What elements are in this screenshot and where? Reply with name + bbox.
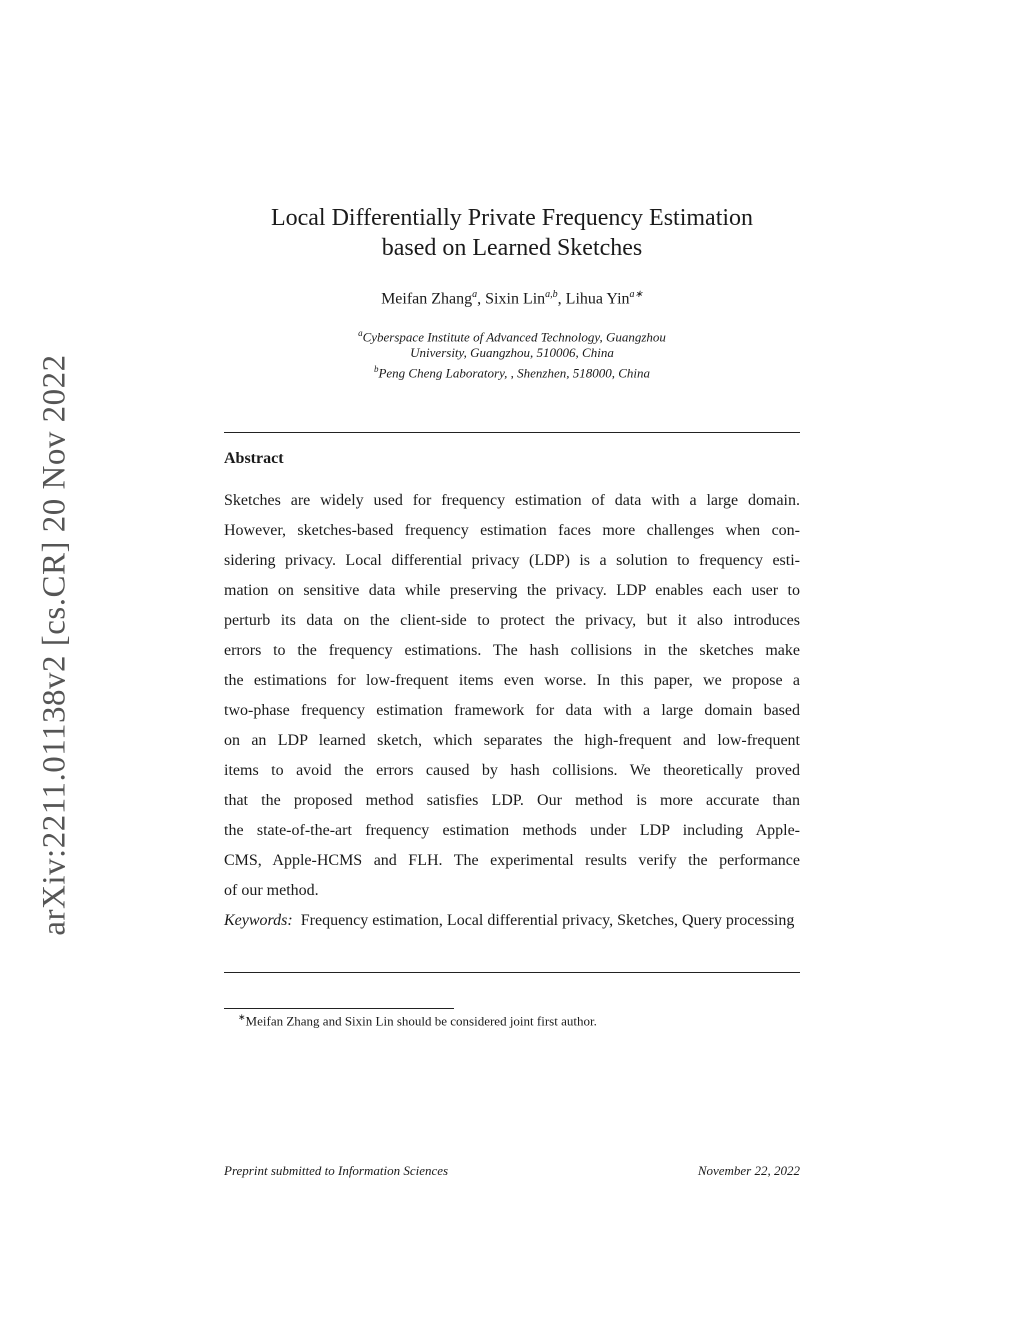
abstract-heading: Abstract — [224, 450, 284, 467]
abstract-line: However, sketches-based frequency estimation faces more challenges when con- — [224, 522, 800, 539]
abstract-body — [224, 486, 800, 906]
title-line-1: Local Differentially Private Frequency Estimation — [270, 205, 754, 231]
footnote-rule — [224, 1008, 454, 1009]
affiliation-b-line-1: Peng Cheng Laboratory, , Shenzhen, 518000, China — [378, 365, 651, 381]
affiliations — [0, 325, 1024, 382]
abstract-line: on an LDP learned sketch, which separates the high-frequent and low-frequent — [224, 732, 800, 749]
affiliation-a-line-2: University, Guangzhou, 510006, China — [410, 345, 614, 361]
keywords-text: Frequency estimation, Local differential privacy, Sketches, Query processing — [300, 912, 795, 929]
submission-date: November 22, 2022 — [697, 1163, 800, 1178]
abstract-line: items to avoid the errors caused by hash collisions. We theoretically proved — [224, 762, 800, 779]
affiliation-a — [0, 325, 1024, 345]
author-affiliation-mark: a — [472, 289, 478, 300]
keywords-label: Keywords: — [224, 912, 293, 929]
abstract-line: mation on sensitive data while preserving the privacy. LDP enables each user to — [224, 582, 800, 599]
affiliation-a-line-1: Cyberspace Institute of Advanced Technology, Guangzhou — [362, 329, 666, 345]
abstract-line: that the proposed method satisfies LDP. Our method is more accurate than — [224, 792, 800, 809]
footnote-mark: ∗ — [238, 1012, 246, 1022]
abstract-line: Sketches are widely used for frequency estimation of data with a large domain. — [224, 492, 800, 509]
affiliation-mark: b — [373, 364, 379, 375]
author-name: Lihua Yin — [565, 290, 630, 308]
affiliation-mark: a — [358, 328, 363, 338]
footnote-text: Meifan Zhang and Sixin Lin should be considered joint first author. — [245, 1013, 597, 1029]
author-affiliation-mark: a∗ — [629, 289, 643, 300]
preprint-note: Preprint submitted to Information Sciences — [224, 1163, 449, 1178]
abstract-line: perturb its data on the client-side to protect the privacy, but it also introduces — [224, 612, 800, 629]
abstract-line: the state-of-the-art frequency estimation methods under LDP including Apple- — [224, 822, 800, 839]
arxiv-identifier-stamp: arXiv:2211.01138v2 [cs.CR] 20 Nov 2022 — [36, 354, 73, 936]
abstract-top-rule — [224, 432, 800, 433]
footnote — [238, 1012, 597, 1029]
abstract-line: CMS, Apple-HCMS and FLH. The experimental results verify the performance — [224, 852, 800, 869]
title-line-2: based on Learned Sketches — [381, 235, 643, 261]
affiliation-b — [0, 361, 1024, 381]
keywords — [224, 906, 800, 936]
abstract-line: of our method. — [224, 882, 319, 899]
abstract-line: two-phase frequency estimation framework for data with a large domain based — [224, 702, 800, 719]
abstract-line: sidering privacy. Local differential privacy (LDP) is a solution to frequency esti- — [224, 552, 800, 569]
abstract-line: errors to the frequency estimations. The hash collisions in the sketches make — [224, 642, 800, 659]
author-name: Meifan Zhang — [381, 290, 473, 308]
abstract-bottom-rule — [224, 972, 800, 973]
author-affiliation-mark: a,b — [545, 289, 558, 300]
author-name: Sixin Lin — [485, 290, 546, 308]
abstract-line: the estimations for low-frequent items even worse. In this paper, we propose a — [224, 672, 800, 689]
author-list: Meifan Zhang$^a$, Sixin Lin$^{a,b}$, Lihua Yin$^{a∗}$ — [381, 289, 643, 308]
paper-title — [0, 203, 1024, 263]
